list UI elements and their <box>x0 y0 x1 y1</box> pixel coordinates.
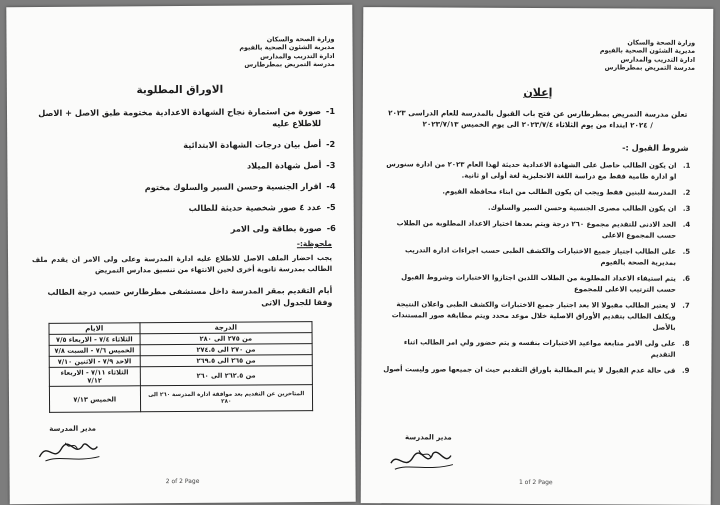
list-item <box>28 222 336 236</box>
item-number: 6. <box>682 274 690 283</box>
header-line: مدرسة التمريض بمطرطارس <box>604 63 696 73</box>
item-number: 7. <box>682 301 690 310</box>
item-number: 3. <box>682 204 691 213</box>
list-item <box>27 180 335 194</box>
conditions-title: شروط القبول :- <box>622 142 689 153</box>
item-number: 5- <box>326 201 336 212</box>
list-item <box>382 186 690 199</box>
schedule-table <box>48 321 313 413</box>
header-line: مديرية الشئون الصحية بالفيوم <box>599 46 696 56</box>
ministry-header <box>600 38 695 72</box>
grade-cell: من ٢٦٢.٥ الى ٢٦٠ <box>140 366 313 386</box>
item-text: يتم استيفاء الاعداد المطلوبة من الطلاب اللذين اجتازوا الاختبارات وشروط القبول حسب الترتيب الاعلى للمجموع <box>401 273 676 294</box>
application-schedule-text: أيام التقديم بمقر المدرسة داخل مستشفى مطرطارس حسب درجة الطالب وفقا للجدول الاتى <box>47 285 333 308</box>
item-text: صورة من استمارة نجاح الشهادة الاعدادية مختومة طبق الاصل + الاصل للاطلاع عليه <box>38 106 322 129</box>
note-label: ملحوظة:- <box>296 238 332 249</box>
item-text: اقرار الجنسية وحسن السير والسلوك مختوم <box>144 181 322 193</box>
page-announcement <box>361 7 714 505</box>
column-header-grade: الدرجة <box>140 322 313 334</box>
announcement-intro: تعلن مدرسة التمريض بمطرطارس عن فتح باب القبول بالمدرسة للعام الدراسى ٢٠٢٣ / ٢٠٢٤ ابتداء من يوم الثلاثاء ٢٠٢٣/٧/٤ الى يوم الخميس ٢٠٢٣/٧/١٣ <box>388 108 688 130</box>
list-item <box>28 201 336 215</box>
signature-label: مدير المدرسة <box>405 433 452 442</box>
header-line: وزارة الصحة والسكان <box>266 34 335 44</box>
item-text: الحد الادنى للتقديم مجموع ٢٦٠ درجة ويتم بعدها اختيار الاعداد المطلوبة من الطلاب حسب المجموع الاعلى <box>396 219 677 240</box>
item-text: على ولى الامر متابعة مواعيد الاختبارات بنفسه و يتم حضور ولي امر الطالب اثناء التقديم <box>403 338 676 359</box>
list-item <box>382 218 690 242</box>
note-body: يجب احضار الملف الاصل للاطلاع عليه ادارة المدرسة وعلى ولى الامر ان يقدم ملف الطالب بمدرسة ثانوية أخرى لحين الانتهاء من تنسيق مدارس التمريض <box>32 253 333 275</box>
table-row <box>49 366 312 387</box>
list-item <box>27 105 335 131</box>
page-footer: 1 of 2 Page <box>518 478 553 487</box>
header-line: وزارة الصحة والسكان <box>627 38 696 47</box>
item-text: فى حالة عدم القبول لا يتم المطالبة باوراق التقديم حيث ان جميعها صور وليست أصول <box>383 365 676 375</box>
header-line: مدرسة التمريض بمطرطارس <box>244 60 335 69</box>
page-required-documents <box>6 5 355 504</box>
item-number: 9. <box>681 366 690 375</box>
item-text: أصل بيان درجات الشهادة الابتدائية <box>183 139 322 150</box>
header-line: مديرية الشئون الصحية بالفيوم <box>239 43 335 52</box>
item-number: 6- <box>326 222 336 233</box>
header-line: ادارة التدريب والمدارس <box>620 55 696 64</box>
item-text: ان يكون الطالب حاصل على الشهادة الاعدادية حديثة لهذا العام ٢٠٢٣ من ادارة سنورس او ادارة طامية فقط مع دراسة اللغة الانجليزية لغة أولى او ثانية. <box>386 160 677 181</box>
grade-cell: من ٢٧٠ الى ٢٧٤.٥ <box>140 344 313 356</box>
item-text: ان يكون الطالب مصرى الجنسية وحسن السير والسلوك. <box>488 203 677 213</box>
days-cell: الثلاثاء ٧/٤ - الاربعاء ٧/٥ <box>49 334 140 346</box>
item-text: عدد ٤ صور شخصية حديثة للطالب <box>188 202 322 213</box>
item-number: 8. <box>682 339 690 348</box>
documents-list <box>27 105 336 245</box>
grade-cell: من ٢٧٥ الى ٢٨٠ <box>140 333 313 345</box>
item-number: 4. <box>682 220 691 229</box>
item-text: صورة بطاقة ولى الامر <box>230 223 322 234</box>
page-title: الاوراق المطلوبة <box>136 83 224 97</box>
item-number: 1. <box>683 161 691 170</box>
item-text: المدرسة للبنين فقط ويجب ان يكون الطالب من ابناء محافظة الفيوم. <box>442 187 677 197</box>
days-cell: الخميس ٧/١٣ <box>49 386 140 413</box>
list-item <box>382 159 690 183</box>
item-number: 2. <box>682 188 691 197</box>
column-header-days: الايام <box>49 323 140 335</box>
table-row <box>49 385 312 413</box>
list-item <box>382 272 690 296</box>
item-number: 4- <box>326 180 336 191</box>
ministry-header <box>239 35 334 69</box>
list-item <box>381 337 689 361</box>
signature-label: مدير المدرسة <box>49 424 96 433</box>
grade-cell: المتاخرين عن التقديم بعد موافقة ادارة المدرسة ٢٦٠ الى ٢٨٠ <box>140 385 313 412</box>
header-line: ادارة التدريب والمدارس <box>260 51 335 61</box>
page-footer: 2 of 2 Page <box>165 477 200 486</box>
item-number: 1- <box>325 105 336 116</box>
item-text: أصل شهادة الميلاد <box>246 160 322 171</box>
item-number: 2- <box>326 138 336 149</box>
list-item <box>27 138 335 152</box>
grade-cell: من ٢٦٥ الى ٢٦٩.٥ <box>140 355 313 367</box>
list-item <box>381 364 689 377</box>
list-item <box>27 159 335 173</box>
list-item <box>382 245 690 269</box>
days-cell: الخميس ٧/٦ - السبت ٧/٨ <box>49 345 140 357</box>
conditions-list <box>381 159 690 382</box>
item-number: 3- <box>326 159 336 170</box>
item-text: لا يعتبر الطالب مقبولا الا بعد اجتياز جميع الاختبارات والكشف الطبى واعلان النتيجة ويكلف الطالب بتقديم الأوراق الاصلية خلال موعد محدد ويتم مطابقة صور المستندات بالأصل <box>391 300 676 332</box>
days-cell: الاحد ٧/٩ - الاثنين ٧/١٠ <box>49 356 140 368</box>
page-title: إعلان <box>523 85 553 100</box>
item-text: على الطالب اجتياز جميع الاختبارات والكشف الطبى حسب اجراءات ادارة التدريب بمديرية الصحة بالفيوم <box>405 246 677 267</box>
list-item <box>382 299 690 334</box>
item-number: 5. <box>682 247 691 256</box>
signature-icon <box>387 445 457 473</box>
signature-icon <box>35 437 105 465</box>
list-item <box>382 202 690 215</box>
days-cell: الثلاثاء ٧/١١ - الاربعاء ٧/١٢ <box>49 367 140 387</box>
